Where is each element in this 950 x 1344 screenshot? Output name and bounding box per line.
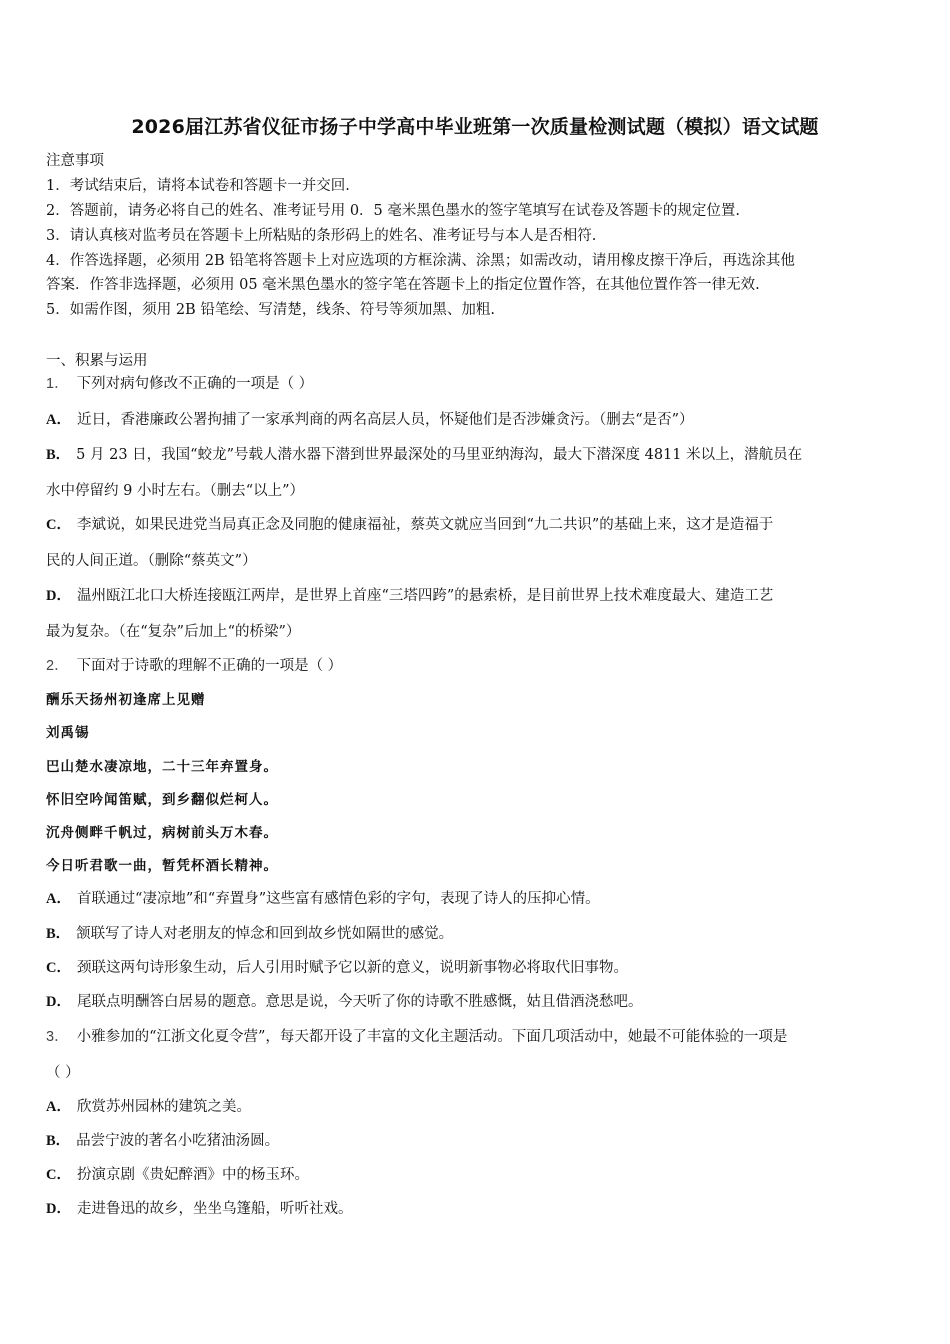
- notice-item: 5．如需作图，须用 2B 铅笔绘、写清楚，线条、符号等须加黑、加粗.: [46, 302, 495, 318]
- poem-line: 巴山楚水凄凉地，二十三年弃置身。: [46, 759, 278, 775]
- option-text: 扮演京剧《贵妃醉酒》中的杨玉环。: [76, 1167, 309, 1183]
- notice-item: 2．答题前，请务必将自己的姓名、准考证号用 0．5 毫米黑色墨水的签字笔填写在试卷及答题卡的规定位置.: [46, 203, 740, 219]
- q1-option-b-continued: 水中停留约 9 小时左右。（删去“以上”）: [46, 483, 305, 499]
- question-number: 2．: [46, 658, 69, 674]
- option-label: C．: [46, 517, 71, 533]
- q3-option-c: [46, 1165, 309, 1185]
- q2-option-b: [46, 924, 453, 944]
- poem-title: 酬乐天扬州初逢席上见赠: [46, 692, 206, 708]
- option-label: B．: [46, 1133, 71, 1149]
- option-text: 走进鲁迅的故乡，坐坐乌篷船，听听社戏。: [76, 1201, 353, 1217]
- notice-item: 1．考试结束后，请将本试卷和答题卡一并交回.: [46, 178, 350, 194]
- page-title: 2026届江苏省仪征市扬子中学高中毕业班第一次质量检测试题（模拟）语文试题: [131, 116, 819, 138]
- question-number: 3．: [46, 1029, 69, 1045]
- q2-option-d: [46, 992, 642, 1012]
- notice-item: 答案．作答非选择题，必须用 05 毫米黑色墨水的签字笔在答题卡上的指定位置作答，在其他位置作答一律无效.: [46, 277, 760, 293]
- question-3-stem: [46, 1027, 787, 1047]
- poem-line: 怀旧空吟闻笛赋，到乡翻似烂柯人。: [46, 792, 278, 808]
- option-label: B．: [46, 926, 71, 942]
- option-text: 颈联这两句诗形象生动，后人引用时赋予它以新的意义，说明新事物必将取代旧事物。: [76, 960, 628, 976]
- notice-item: 4．作答选择题，必须用 2B 铅笔将答题卡上对应选项的方框涂满、涂黑；如需改动，请用橡皮擦干净后，再选涂其他: [46, 253, 795, 269]
- q2-option-c: [46, 958, 628, 978]
- q3-option-b: [46, 1131, 279, 1151]
- option-text: 颔联写了诗人对老朋友的悼念和回到故乡恍如隔世的感觉。: [76, 926, 454, 942]
- option-text: 近日，香港廉政公署拘捕了一家承判商的两名高层人员，怀疑他们是否涉嫌贪污。（删去“是否”）: [76, 412, 694, 428]
- q3-option-a: [46, 1097, 251, 1117]
- question-number: 1．: [46, 376, 69, 392]
- q1-option-d-continued: 最为复杂。（在“复杂”后加上“的桥梁”）: [46, 624, 301, 640]
- notice-item: 3．请认真核对监考员在答题卡上所粘贴的条形码上的姓名、准考证号与本人是否相符.: [46, 228, 597, 244]
- q1-option-c: [46, 515, 773, 535]
- option-text: 温州瓯江北口大桥连接瓯江两岸，是世界上首座“三塔四跨”的悬索桥，是目前世界上技术难度最大、建造工艺: [76, 588, 774, 604]
- q2-option-a: [46, 889, 600, 909]
- notice-heading: 注意事项: [46, 153, 104, 169]
- option-label: D．: [46, 1201, 71, 1217]
- option-label: A．: [46, 1099, 71, 1115]
- option-text: 5 月 23 日，我国“蛟龙”号载人潜水器下潜到世界最深处的马里亚纳海沟，最大下潜深度 4811 米以上，潜航员在: [76, 447, 803, 463]
- poem-line: 今日听君歌一曲，暂凭杯酒长精神。: [46, 858, 278, 874]
- option-label: D．: [46, 588, 71, 604]
- option-text: 首联通过“凄凉地”和“弃置身”这些富有感情色彩的字句，表现了诗人的压抑心情。: [76, 891, 600, 907]
- question-1-stem: [46, 374, 313, 394]
- q1-option-b: [46, 445, 802, 465]
- question-text: 小雅参加的“江浙文化夏令营”，每天都开设了丰富的文化主题活动。下面几项活动中，她最不可能体验的一项是: [76, 1029, 788, 1045]
- question-text: 下面对于诗歌的理解不正确的一项是（ ）: [76, 658, 343, 674]
- option-label: A．: [46, 412, 71, 428]
- option-text: 欣赏苏州园林的建筑之美。: [76, 1099, 251, 1115]
- q1-option-c-continued: 民的人间正道。（删除“蔡英文”）: [46, 553, 257, 569]
- option-label: A．: [46, 891, 71, 907]
- q3-option-d: [46, 1199, 352, 1219]
- question-3-answer-bracket: （ ）: [46, 1065, 80, 1081]
- poem-line: 沉舟侧畔千帆过，病树前头万木春。: [46, 825, 278, 841]
- option-text: 尾联点明酬答白居易的题意。意思是说，今天听了你的诗歌不胜感慨，姑且借酒浇愁吧。: [76, 994, 643, 1010]
- section-heading: 一、积累与运用: [46, 353, 148, 369]
- option-label: C．: [46, 1167, 71, 1183]
- option-label: C．: [46, 960, 71, 976]
- option-label: D．: [46, 994, 71, 1010]
- option-text: 李斌说，如果民进党当局真正念及同胞的健康福祉，蔡英文就应当回到“九二共识”的基础上来，这才是造福于: [76, 517, 774, 533]
- option-label: B．: [46, 447, 71, 463]
- poem-author: 刘禹锡: [46, 725, 90, 741]
- question-2-stem: [46, 656, 342, 676]
- q1-option-a: [46, 410, 694, 430]
- q1-option-d: [46, 586, 773, 606]
- option-text: 品尝宁波的著名小吃猪油汤圆。: [76, 1133, 280, 1149]
- question-text: 下列对病句修改不正确的一项是（ ）: [76, 376, 314, 392]
